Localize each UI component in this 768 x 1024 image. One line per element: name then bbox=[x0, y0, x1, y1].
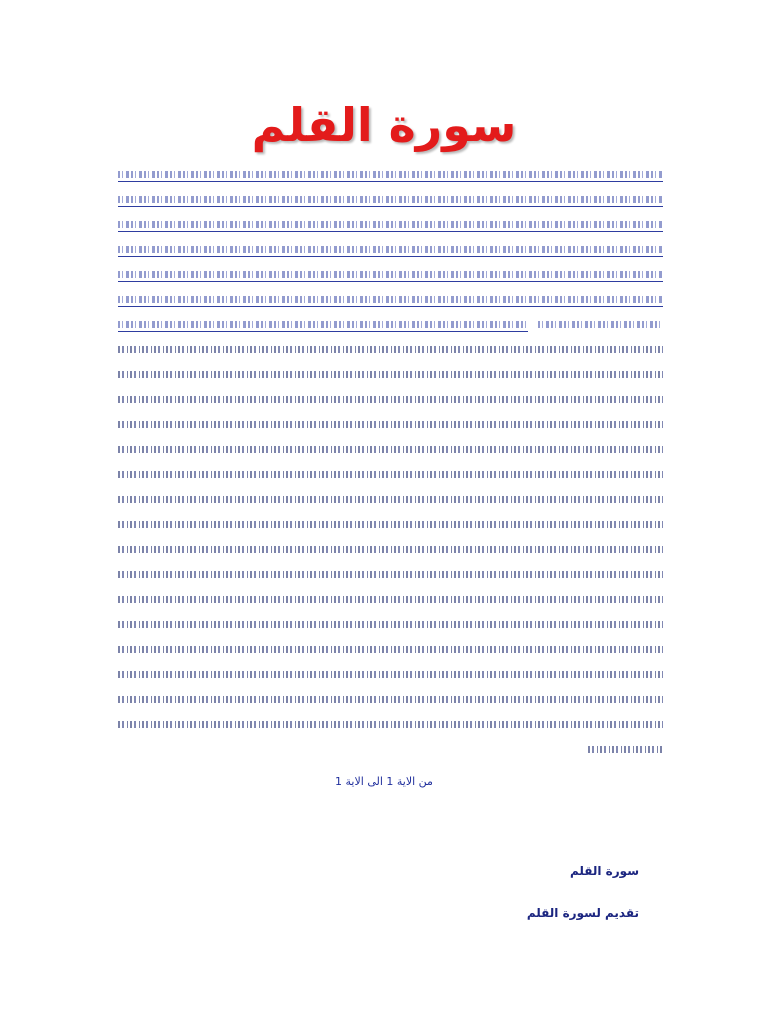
verse-line bbox=[118, 518, 663, 533]
verse-line[interactable] bbox=[118, 193, 663, 208]
verse-line bbox=[118, 493, 663, 508]
verse-line bbox=[118, 593, 663, 608]
verse-line bbox=[118, 343, 663, 358]
verse-line bbox=[118, 718, 663, 733]
verse-line bbox=[118, 368, 663, 383]
verse-line[interactable] bbox=[118, 168, 663, 183]
verse-line bbox=[118, 543, 663, 558]
verse-line bbox=[118, 743, 663, 758]
verse-line bbox=[118, 418, 663, 433]
verse-text-block bbox=[118, 168, 663, 768]
verse-line bbox=[118, 693, 663, 708]
verse-line bbox=[118, 618, 663, 633]
surah-name-link[interactable]: سورة القلم bbox=[569, 864, 639, 878]
verse-line bbox=[118, 568, 663, 583]
verse-line[interactable] bbox=[118, 293, 663, 308]
verse-line bbox=[118, 668, 663, 683]
introduction-link[interactable]: تقديم لسورة القلم bbox=[526, 906, 639, 920]
verse-line bbox=[118, 393, 663, 408]
verse-line bbox=[118, 443, 663, 458]
section-heading: من الاية 1 الى الاية 1 bbox=[335, 775, 433, 788]
verse-line bbox=[118, 643, 663, 658]
verse-line[interactable] bbox=[118, 218, 663, 233]
page-title: سورة القلم bbox=[251, 98, 517, 152]
verse-line bbox=[118, 468, 663, 483]
verse-line[interactable] bbox=[118, 243, 663, 258]
verse-line[interactable] bbox=[118, 318, 663, 333]
verse-line[interactable] bbox=[118, 268, 663, 283]
